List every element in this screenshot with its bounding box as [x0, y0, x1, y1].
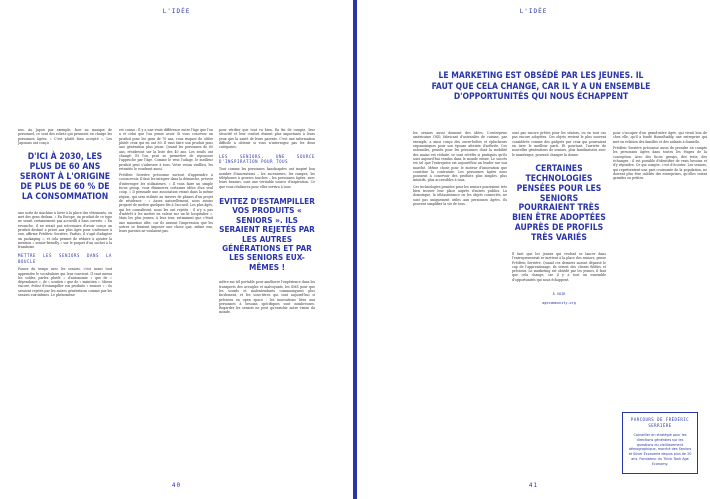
- left-col3-paragraph-b: Tout comme les personnes handicapées ont inspiré bon nombre d'innovations – les ascenseurs, les rampes, les téléphones à grosses touches – les personnes âgées, avec leurs besoins, sont une véritable source d'inspiration. Ce que vous réaliserez pour elles servira à tous.: [219, 167, 315, 189]
- subhead-source-inspiration: LES SENIORS, UNE SOURCE D'INSPIRATION POUR TOUS: [219, 153, 315, 164]
- left-col1-paragraph: nus. Au Japon par exemple, face au manque de personnel, ce sont des robots qui prennent en charge les personnes âgées. « C'est plutôt bien accepté », Les Japonais ont conçu: [18, 128, 112, 145]
- right-page: [357, 0, 710, 499]
- left-page: [0, 0, 353, 499]
- right-column-1: [413, 131, 507, 208]
- running-header-left: L'IDÉE: [162, 8, 191, 15]
- banner-headline: LE MARKETING EST OBSÉDÉ PAR LES JEUNES. IL FAUT QUE CELA CHANGE, CAR IL Y A UN ENSEMBLE D'OPPORTUNITÉS QUI NOUS ÉCHAPPENT: [431, 71, 651, 103]
- right-col2-paragraph: sont pas encore prêtes pour les séniors, ou en tout cas pas encore adoptées. Ces objets restent le plus souvent considérés comme des gadgets par ceux qui pourraient en tirer le meilleur parti. Et pourtant, l'arrivée de nouvelles générations de seniors, plus familiarisées avec le numérique, pourrait changer la donne.: [512, 131, 606, 157]
- left-col1-paragraph-c: Passer du temps avec les seniors, c'est avant tout apprendre le vocabulaire qui leur convient. Il vaut mieux les solder, parlez plutôt « d'autonomie » que de « dépendance », de « soutien » que de « maintien ». Mieux encore, évitez d'estampiller vos produits « seniors » : ils seraient rejetés par les autres générations comme par les seniors eux-mêmes. Le phénomène: [18, 267, 112, 298]
- left-col3-paragraph-c: mêtre sur tél portable pour améliorer l'expérience dans les transports des aveugles et malvoyants, les SMS pour que les sourds et malentendants communiquent plus facilement, et les sous-titres qui sont aujourd'hui si précieux en open space : les innovations liées aux personnes à besoins spécifiques sont nombreuses. Regarder les seniors ne peut qu'enrichir notre vision du monde.: [219, 280, 315, 315]
- left-column-1: [18, 128, 112, 299]
- pull-quote-60-percent: D'ICI À 2030, LES PLUS DE 60 ANS SERONT À L'ORIGINE DE PLUS DE 60 % DE LA CONSOMMATION: [19, 152, 111, 202]
- right-column-2: [512, 131, 606, 306]
- left-col2-paragraph-b: Frédéric Serrière préconise surtout d'apprendre à coconcevoir. Il faut les intégrer dans la démarche, prévoir d'interroger les utilisateurs. « Il vous faire un simple focus group, vous éliminerez certaines idées d'un seul coup. » Il persuade une association vivant dans la même région, qui sera utilisée au travers de phases d'un projet de résidence : « Assez naturellement, nous avions proposé de mettre quelques lits à l'accueil. Les plus âgés, qui les connaîtront, nous les ont rejetés : il n'y a pas d'intérêt à les mettre en valeur sur un lit hospitalier ». Mais les plus jeunes, à leur tour, estimaient que c'était une mauvaise idée, car ils avaient l'impression que les autres se feraient imposer une chose que, même eux, leurs parents ne voulaient pas.: [119, 173, 213, 234]
- page-number-right: 41: [528, 482, 539, 489]
- left-col2-paragraph: est connu : Il y a une vraie différence entre l'âge que l'on a et celui que l'on pense avoir. Si vous concevez un produit pour les gens de 70 ans, vous risquez de cibler plutôt ceux qui en ont 80. Il vaut faire son produit pour une génération plus jeune. Quand les personnes de 60 ans, résideront sur la liste des 40 ans. Les seuils ont changé. Et l'on peut se permettre de repousser l'approche par l'âge. Comme le veut l'adage, le meilleur produit peut s'adresser à tous. Votre voisin vieillira, les retraités le voudront aussi.: [119, 128, 213, 171]
- right-col3-paragraph-b: Frédéric Serrière préconise aussi de prendre en compte les personnes âgées dans toutes les étapes de la conception. Avec des focus groups, des tests, des échanges : il est possible d'identifier de vrais besoins et d'y répondre. Ce qui compte, c'est d'écouter. Les seniors, qui représentent une part croissante de la population, ne doivent plus être oubliés des entreprises, qu'elles soient grandes ou petites.: [613, 145, 707, 181]
- running-header-right: L'IDÉE: [519, 8, 548, 15]
- right-col1-paragraph: les seniors aussi donnent des idées. L'entreprise américaine OXO, fabricant d'ustensiles de cuisine, par exemple, a ainsi conçu des ouvre-boîtes et éplucheurs ergonomiques pour son épouse atteinte d'arthrite. Ces ustensiles, pensés pour les personnes dont la mobilité des mains est réduite, se sont révélés si pratiques qu'ils sont aujourd'hui vendus dans le monde entier. Le succès est tel que l'entreprise est aujourd'hui un leader sur son marché. Même chose pour le moteur d'innovation que constitue la contrainte. Les personnes âgées nous poussent à concevoir des produits plus simples, plus intuitifs, plus accessibles à tous.: [413, 131, 507, 183]
- page-number-left: 40: [171, 482, 182, 489]
- left-column-3: [219, 128, 315, 317]
- parcours-sidebar-box: [622, 412, 698, 474]
- parcours-title: PARCOURS DE FRÉDÉRIC SERRIÈRE: [630, 417, 690, 428]
- pull-quote-estampiller: EVITEZ D'ESTAMPILLER VOS PRODUITS « SENIORS ». ILS SERAIENT REJETÉS PAR LES AUTRES GÉNÉRATIONS ET PAR LES SENIORS EUX-MÊMES !: [219, 195, 315, 272]
- left-col1-paragraph-b: une sorte de machine à laver à la place des vêtements, on met des gens dedans. » En Europe, un produit de ce type ne serait certainement pas accueilli à bras ouverts. « En revanche, il ne serait pas nécessaire d'avoir conçu un produit destiné a priori aux plus âgés pour s'adresser à eux, affirme Frédéric Serrière. Parfois, il s'agit d'adapter un packaging », et cela permet de réduire à ajouter la mention « senior-friendly » sur le paquet d'un sachet à la framboise.: [18, 210, 112, 250]
- right-col3-paragraph: pour s'occuper d'un grand-mère âgée, qui vivait loin de chez elle, qu'il a fondé HomeBuddy, une entreprise qui met en relation des familles et des aidants à domicile.: [613, 131, 707, 144]
- right-column-3: [613, 131, 707, 182]
- right-col1-paragraph-b: Ces technologies pensées pour les seniors pourraient très bien trouver leur place auprès d'autres publics. La domotique, la téléassistance ou les objets connectés, ne sont pas uniquement utiles aux personnes âgées. Ils peuvent simplifier la vie de tous.: [413, 184, 507, 206]
- parcours-text: Conseiller en stratégie pour les directions générales sur les questions du vieillissement démographique, marché des Seniors et Silver Économie depuis plus de 20 ans. Fondateur du Think Tank Age Economy.: [628, 433, 692, 466]
- subhead-mettre-seniors: METTRE LES SENIORS DANS LA BOUCLE: [18, 253, 112, 264]
- a-voir-label: À VOIR: [552, 292, 566, 297]
- right-col2-paragraph-b: Il faut que les jeunes qui veulent se lancer dans l'entrepreneuriat se mettent à la place des seniors, pense Frédéric Serrière. Quand ces derniers auront dépassé le cap de l'apprentissage, ils seront des clients fidèles et précieux. Le marketing est obsédé par les jeunes, il faut que cela change, car il y a tout un ensemble d'opportunités qui nous échappent.: [512, 251, 606, 282]
- left-col3-paragraph: pour vérifier que tout va bien. En fin de compte, leur sécurité et leur confort étaient plus importants à leurs yeux que la santé de leurs parents. C'est une information difficile à obtenir si vous n'interrogez pas les deux catégories.: [219, 128, 315, 150]
- pull-quote-technologies: CERTAINES TECHNOLOGIES PENSÉES POUR LES SENIORS POURRAIENT TRÈS BIEN ÊTRE ADOPTÉES AUPRÈS DE PROFILS TRÈS VARIÉS: [512, 163, 606, 243]
- left-column-2: [119, 128, 213, 236]
- a-voir-url[interactable]: agecommunity.org: [542, 300, 576, 305]
